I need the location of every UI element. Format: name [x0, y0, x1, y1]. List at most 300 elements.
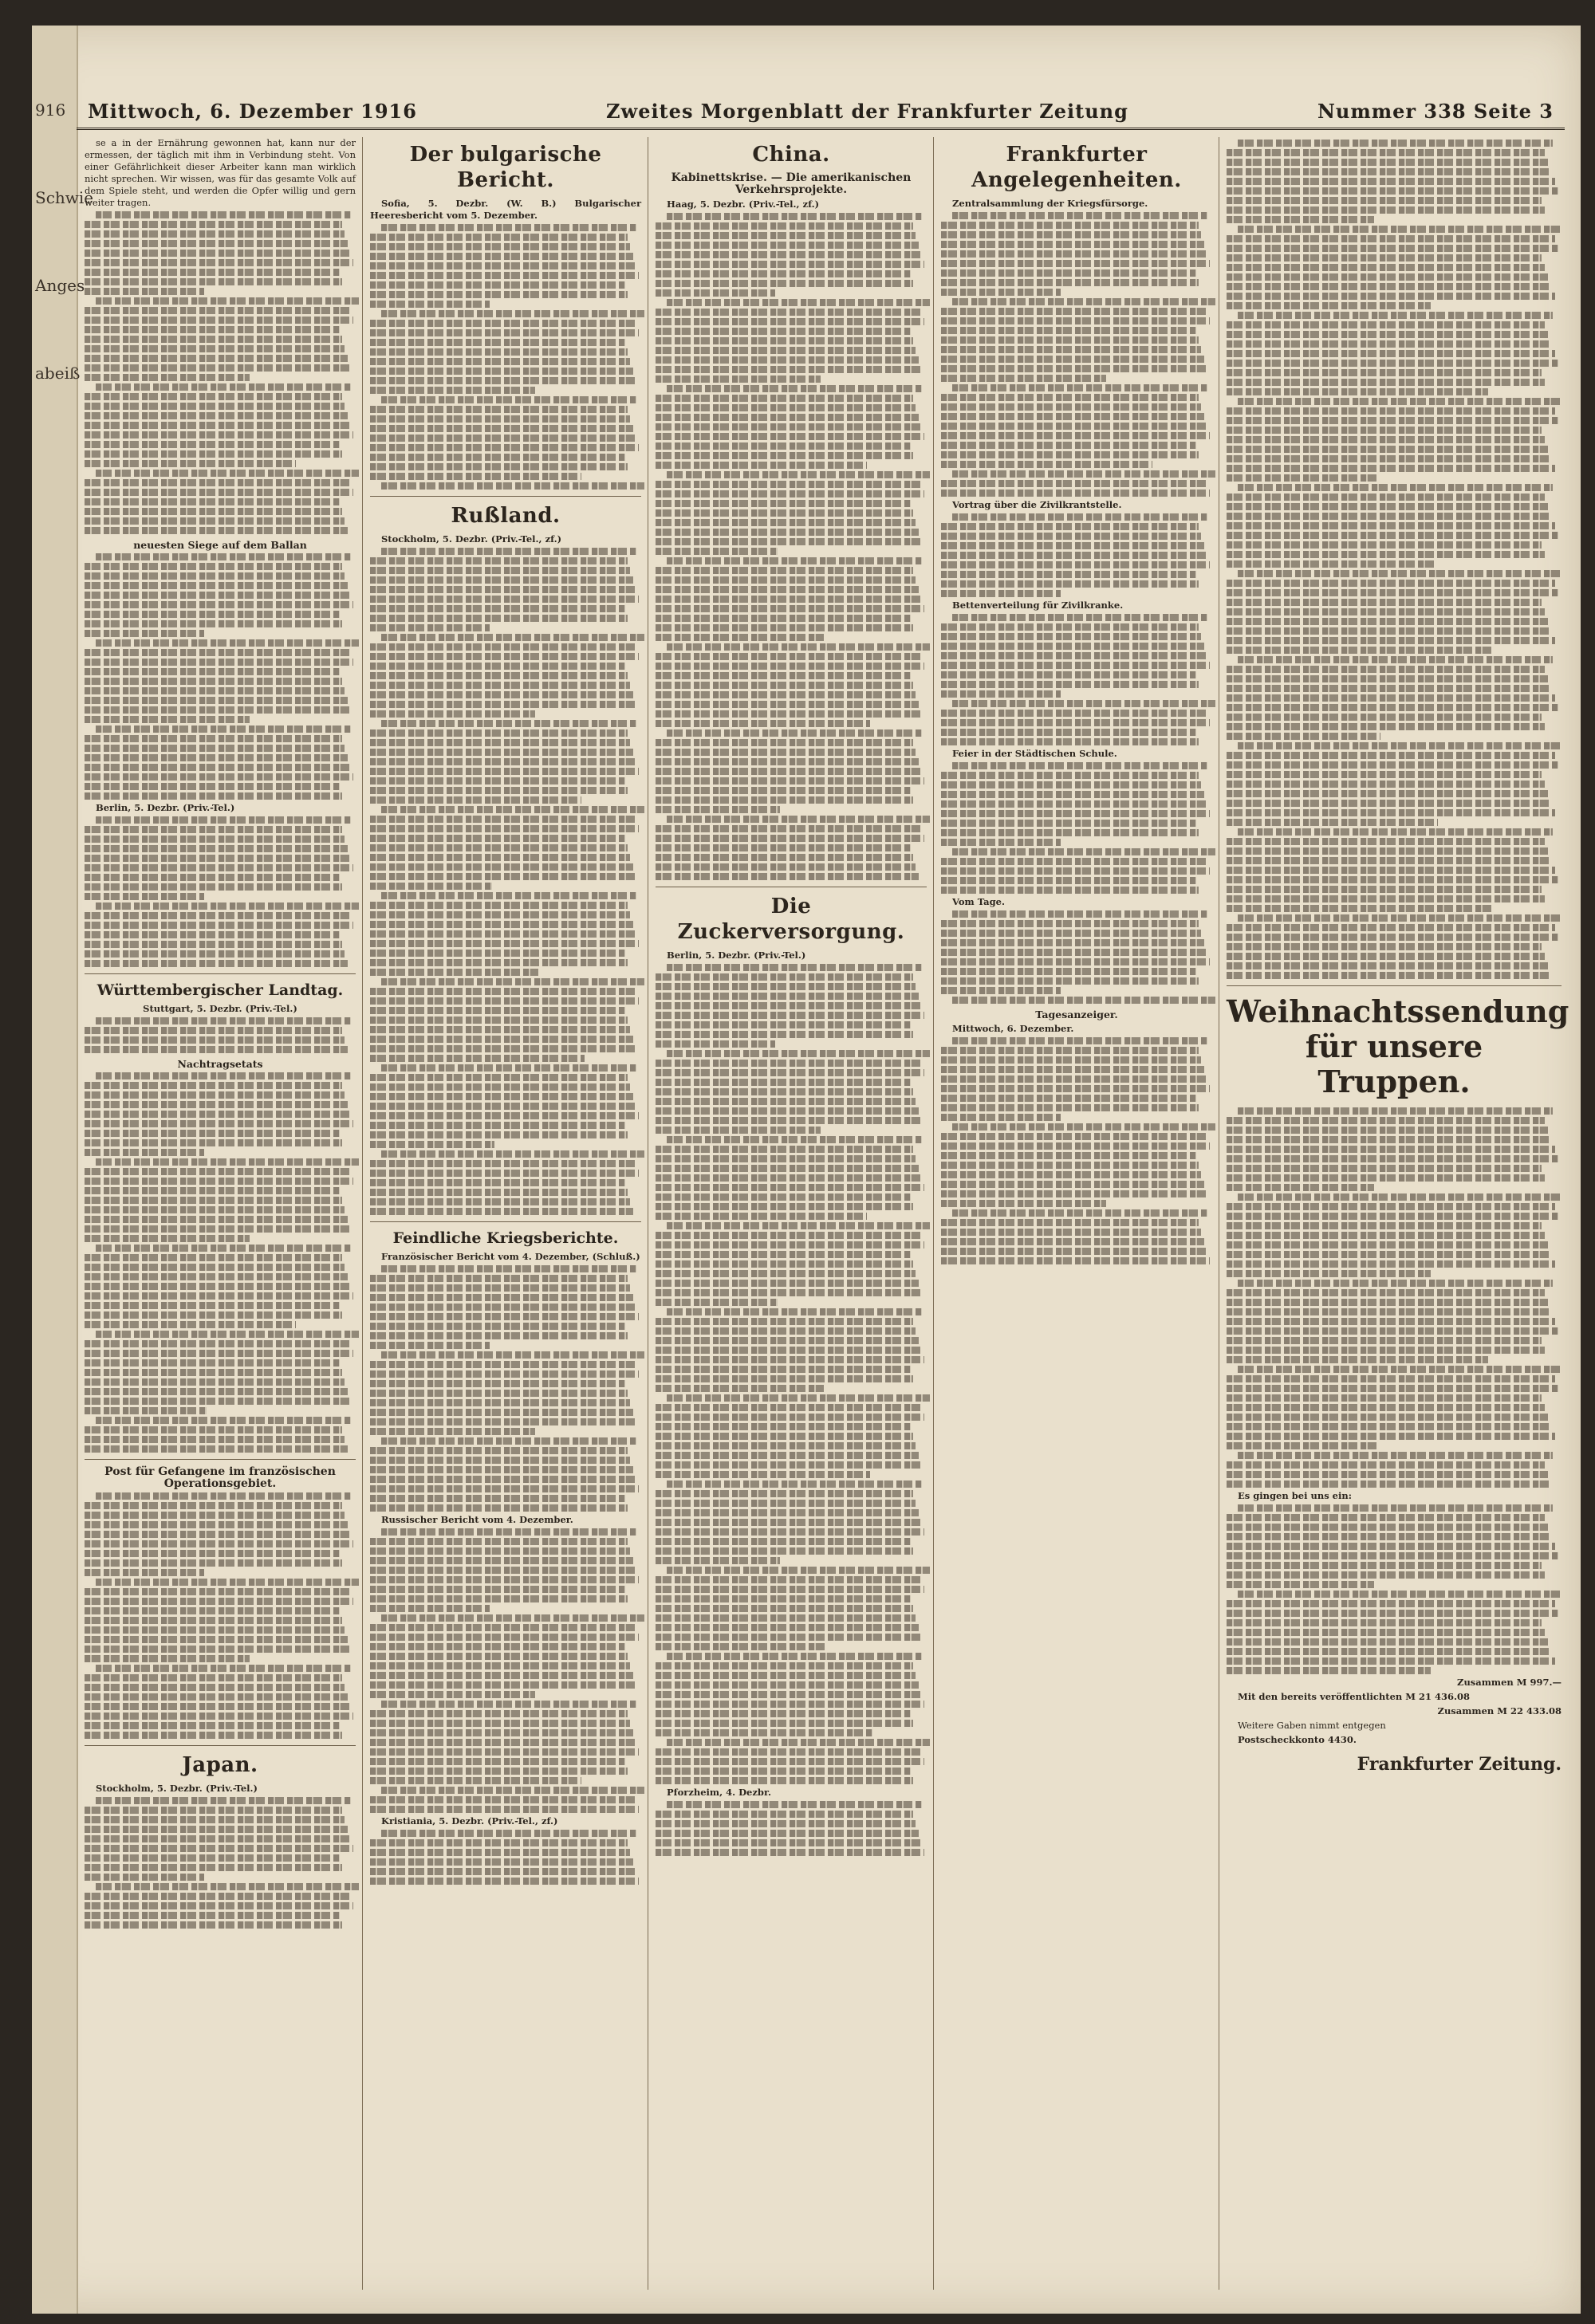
text-line	[85, 422, 350, 429]
col4-item-vom-tage: Vom Tage.	[952, 896, 1005, 907]
text-line	[941, 250, 1207, 258]
text-line	[941, 241, 1204, 248]
text-line	[952, 700, 1215, 707]
text-line	[370, 844, 628, 851]
text-line	[85, 960, 348, 967]
text-line	[667, 1739, 930, 1746]
text-line	[370, 1457, 630, 1464]
text-line	[85, 1436, 345, 1443]
text-line	[370, 1806, 639, 1813]
text-line	[85, 687, 345, 694]
text-line	[85, 1283, 350, 1290]
text-line	[96, 1417, 351, 1424]
text-line	[1227, 560, 1434, 568]
text-line	[656, 242, 919, 249]
text-line	[656, 844, 911, 851]
text-line	[370, 1045, 636, 1052]
text-line	[381, 224, 636, 231]
text-line	[656, 863, 916, 871]
text-line	[656, 1021, 911, 1028]
text-line	[1227, 857, 1551, 864]
text-line	[96, 1665, 351, 1672]
text-line	[1227, 962, 1548, 969]
text-line	[370, 406, 628, 413]
text-line	[952, 513, 1207, 521]
text-line	[85, 450, 342, 458]
text-line	[1238, 1280, 1553, 1287]
text-line	[96, 553, 351, 560]
text-line	[941, 1229, 1201, 1236]
text-line	[656, 1423, 911, 1430]
text-line	[85, 1120, 353, 1127]
text-line	[1227, 350, 1555, 357]
text-line	[85, 278, 342, 285]
text-line	[941, 977, 1199, 985]
text-line	[370, 1409, 633, 1416]
text-line	[1227, 1127, 1548, 1134]
text-line	[1227, 1318, 1555, 1325]
text-line	[85, 1722, 340, 1729]
text-line	[667, 1308, 922, 1315]
text-line	[370, 1576, 639, 1583]
text-line	[85, 1082, 342, 1089]
col1-stuttgart-dateline: Stuttgart, 5. Dezbr. (Priv.-Tel.)	[143, 1003, 297, 1014]
text-line	[1227, 943, 1542, 950]
text-line	[370, 682, 630, 689]
text-line	[656, 796, 913, 804]
text-line	[370, 749, 633, 756]
text-line	[96, 902, 359, 910]
text-line	[370, 1160, 636, 1167]
text-line	[941, 231, 1201, 238]
text-line	[1227, 819, 1438, 826]
col4-item-beds: Bettenverteilung für Zivilkranke.	[952, 600, 1124, 611]
text-line	[656, 806, 780, 813]
text-line	[381, 482, 644, 490]
text-line	[370, 262, 636, 269]
text-line	[1227, 1337, 1542, 1344]
text-line	[1227, 254, 1542, 261]
text-line	[85, 288, 204, 295]
col2-french-report: Französischer Bericht vom 4. Dezember, (Schluß.)	[381, 1251, 640, 1262]
text-line	[941, 671, 1196, 678]
text-line	[85, 441, 340, 448]
text-line	[941, 858, 1207, 865]
text-line	[656, 1347, 921, 1354]
text-line	[381, 978, 644, 985]
text-line	[656, 548, 778, 555]
text-line	[85, 611, 340, 618]
col5-body-text	[1227, 1107, 1562, 1488]
text-line	[85, 941, 342, 948]
text-line	[667, 385, 922, 392]
text-line	[370, 444, 639, 451]
col3-china-subheading: Kabinettskrise. — Die amerikanischen Verkehrsprojekte.	[671, 171, 912, 196]
text-line	[941, 662, 1210, 669]
text-line	[370, 1112, 639, 1119]
text-line	[370, 1447, 628, 1454]
text-line	[85, 1046, 348, 1053]
text-line	[656, 1375, 913, 1382]
text-line	[96, 1017, 351, 1024]
col5-previous-total: Mit den bereits veröffentlichten M 21 436.08	[1238, 1691, 1471, 1702]
text-line	[656, 462, 867, 469]
edge-fragment: 916	[35, 100, 66, 120]
text-line	[381, 892, 636, 899]
text-line	[381, 1701, 636, 1708]
text-line	[85, 221, 342, 228]
text-line	[370, 1083, 630, 1091]
text-line	[941, 571, 1196, 578]
text-line	[85, 393, 342, 400]
text-line	[656, 1060, 921, 1067]
text-line	[656, 1107, 919, 1115]
text-line	[370, 415, 630, 423]
text-line	[941, 958, 1210, 965]
text-line	[370, 1567, 636, 1574]
text-line	[85, 931, 340, 938]
text-line	[952, 762, 1207, 769]
text-line	[370, 1605, 490, 1612]
text-line	[656, 289, 775, 297]
text-line	[941, 523, 1199, 530]
text-line	[381, 1528, 636, 1536]
text-line	[85, 792, 342, 800]
col2-sofia-dateline: Sofia, 5. Dezbr. (W. B.) Bulgarischer Heeresbericht vom 5. Dezember.	[370, 198, 641, 221]
text-line	[1227, 331, 1548, 338]
text-line	[85, 659, 353, 666]
text-line	[370, 1691, 535, 1698]
text-line	[1227, 379, 1545, 386]
text-line	[941, 623, 1199, 631]
text-line	[1227, 876, 1558, 883]
divider	[370, 496, 641, 497]
text-line	[85, 1216, 348, 1223]
text-line	[85, 1684, 345, 1691]
text-line	[370, 997, 639, 1005]
text-line	[1227, 771, 1542, 778]
text-line	[370, 1729, 633, 1736]
text-line	[941, 839, 1061, 846]
text-line	[370, 1370, 639, 1378]
text-line	[1227, 790, 1548, 797]
text-line	[941, 590, 1061, 597]
text-line	[656, 433, 924, 440]
col4-item-celebration: Feier in der Städtischen Schule.	[952, 748, 1117, 759]
text-line	[656, 605, 924, 612]
text-line	[656, 1681, 919, 1689]
text-line	[370, 1557, 633, 1564]
text-line	[370, 425, 633, 432]
text-line	[941, 930, 1201, 937]
text-line	[656, 1758, 924, 1765]
text-line	[381, 806, 644, 813]
text-line	[1227, 761, 1558, 769]
divider	[85, 1459, 356, 1460]
text-line	[370, 1538, 628, 1545]
text-line	[1227, 637, 1555, 644]
text-line	[1227, 1423, 1551, 1430]
text-line	[370, 988, 636, 995]
text-line	[85, 1874, 204, 1881]
text-line	[85, 1598, 353, 1605]
text-line	[370, 1858, 633, 1866]
text-line	[941, 1248, 1207, 1255]
text-line	[941, 327, 1196, 334]
text-line	[1227, 1155, 1558, 1162]
text-line	[667, 964, 922, 971]
text-line	[656, 1289, 921, 1296]
text-line	[85, 1845, 353, 1852]
text-line	[667, 1136, 922, 1143]
text-line	[656, 1538, 911, 1545]
col2-russian-report: Russischer Bericht vom 4. Dezember.	[381, 1514, 573, 1525]
text-line	[1238, 1193, 1562, 1201]
text-line	[1227, 704, 1558, 711]
text-line	[1227, 187, 1558, 195]
text-line	[370, 959, 628, 966]
text-line	[1227, 886, 1542, 893]
text-line	[1227, 474, 1377, 482]
text-line	[1227, 1414, 1548, 1421]
text-line	[656, 1404, 921, 1411]
text-line	[85, 1588, 350, 1595]
text-line	[656, 519, 916, 526]
text-line	[370, 567, 630, 574]
text-line	[656, 1614, 916, 1622]
text-line	[1227, 1404, 1545, 1411]
text-line	[941, 394, 1199, 401]
text-line	[941, 690, 1061, 698]
text-line	[941, 1257, 1210, 1264]
text-line	[1227, 1289, 1545, 1296]
text-line	[1227, 245, 1558, 252]
text-line	[85, 1168, 350, 1175]
text-line	[941, 580, 1199, 588]
text-line	[85, 1445, 348, 1453]
text-line	[941, 260, 1210, 267]
text-line	[656, 337, 913, 344]
text-line	[370, 710, 535, 718]
text-line	[381, 1437, 636, 1445]
text-line	[1227, 905, 1495, 912]
text-line	[667, 299, 930, 306]
text-line	[1238, 828, 1553, 836]
text-line	[381, 396, 636, 403]
text-line	[370, 1868, 636, 1875]
text-line	[1227, 427, 1542, 434]
text-line	[1227, 647, 1491, 654]
text-line	[370, 940, 639, 947]
text-line	[370, 1758, 625, 1765]
text-line	[1227, 532, 1558, 539]
text-line	[656, 481, 921, 488]
text-line	[85, 1139, 342, 1146]
text-line	[1227, 1533, 1551, 1540]
text-line	[370, 1878, 639, 1885]
text-line	[1227, 1562, 1542, 1569]
text-line	[656, 768, 921, 775]
text-line	[1227, 1619, 1542, 1626]
text-line	[370, 358, 630, 365]
text-line	[370, 1390, 628, 1397]
text-line	[85, 1027, 342, 1034]
text-line	[85, 630, 204, 637]
text-line	[1238, 570, 1562, 577]
text-line	[941, 1142, 1210, 1150]
text-line	[370, 1653, 628, 1660]
text-line	[370, 787, 628, 794]
text-line	[85, 1646, 350, 1653]
text-line	[381, 310, 644, 317]
text-line	[370, 854, 630, 861]
text-line	[667, 1801, 922, 1808]
col2-kristiania-dateline: Kristiania, 5. Dezbr. (Priv.-Tel., zf.)	[381, 1815, 558, 1827]
text-line	[96, 816, 351, 824]
text-line	[85, 783, 340, 790]
text-line	[85, 1036, 345, 1044]
col1-subheading-nachtrag: Nachtragsetats	[177, 1058, 263, 1070]
text-line	[1227, 608, 1545, 615]
text-line	[1227, 1222, 1542, 1229]
text-line	[656, 653, 921, 660]
text-line	[941, 1152, 1196, 1159]
text-line	[85, 498, 340, 505]
text-line	[656, 1643, 826, 1650]
text-line	[1227, 1241, 1548, 1249]
text-line	[1227, 618, 1548, 625]
text-line	[656, 634, 824, 641]
text-line	[381, 1787, 644, 1794]
text-line	[1227, 1232, 1545, 1239]
text-line	[370, 1796, 636, 1803]
text-line	[370, 605, 625, 612]
text-line	[1227, 1174, 1545, 1182]
text-line	[370, 1662, 630, 1669]
text-line	[1227, 580, 1555, 587]
text-line	[656, 270, 911, 277]
text-line	[1227, 694, 1555, 702]
text-line	[370, 1017, 628, 1024]
text-line	[370, 1643, 625, 1650]
text-line	[85, 517, 345, 525]
col3-body-text	[656, 964, 927, 1784]
text-line	[941, 561, 1210, 568]
text-line	[1227, 723, 1545, 730]
text-line	[85, 1388, 348, 1395]
text-line	[1227, 924, 1555, 931]
text-line	[941, 346, 1201, 353]
text-line	[656, 404, 916, 411]
text-line	[85, 1636, 348, 1643]
text-line	[941, 308, 1207, 315]
col5-donor-intro: Es gingen bei uns ein:	[1238, 1490, 1352, 1501]
text-line	[656, 1414, 924, 1421]
text-line	[941, 480, 1207, 487]
text-line	[85, 326, 340, 333]
text-line	[656, 682, 913, 689]
text-line	[656, 787, 911, 794]
text-line	[656, 1811, 913, 1818]
text-line	[941, 269, 1196, 277]
text-line	[85, 1807, 342, 1814]
text-line	[941, 279, 1199, 286]
text-line	[1238, 1452, 1553, 1459]
text-line	[370, 1074, 628, 1081]
text-line	[85, 1302, 340, 1309]
text-line	[656, 1232, 921, 1239]
text-line	[85, 317, 353, 324]
column-3	[656, 137, 927, 2290]
text-line	[370, 1739, 636, 1746]
text-line	[85, 1674, 342, 1681]
text-line	[85, 489, 353, 496]
text-line	[952, 470, 1215, 478]
text-line	[1227, 1213, 1558, 1220]
text-line	[656, 1098, 916, 1105]
text-line	[656, 567, 913, 574]
col2-heading-bulgarian-report: Der bulgarische Bericht.	[409, 143, 602, 192]
text-line	[85, 1540, 353, 1547]
text-line	[1227, 895, 1545, 902]
text-line	[85, 1369, 342, 1376]
text-line	[370, 596, 639, 603]
text-line	[1227, 340, 1551, 348]
text-line	[941, 1133, 1207, 1140]
text-line	[85, 1864, 342, 1871]
text-line	[656, 1442, 916, 1449]
text-line	[370, 1304, 636, 1311]
text-line	[656, 720, 870, 727]
text-line	[656, 835, 924, 842]
text-line	[370, 454, 625, 461]
text-line	[1227, 407, 1555, 415]
text-line	[370, 1275, 628, 1282]
text-line	[941, 552, 1207, 559]
text-line	[1238, 1504, 1553, 1512]
text-line	[1227, 513, 1551, 520]
header-edition: Zweites Morgenblatt der Frankfurter Zeitung	[606, 99, 1128, 123]
text-line	[370, 930, 636, 938]
text-line	[370, 1208, 633, 1215]
text-line	[370, 1466, 633, 1473]
text-line	[656, 509, 913, 517]
text-line	[1227, 666, 1545, 673]
text-line	[656, 414, 919, 421]
text-line	[656, 586, 919, 593]
text-line	[656, 777, 924, 784]
text-line	[85, 874, 340, 881]
text-line	[85, 1149, 204, 1156]
text-line	[941, 939, 1204, 946]
text-line	[85, 1101, 348, 1108]
text-line	[1227, 1347, 1545, 1354]
text-line	[370, 653, 639, 660]
text-line	[85, 893, 204, 900]
text-line	[656, 1127, 821, 1134]
text-line	[370, 253, 633, 260]
text-line	[96, 470, 359, 477]
text-line	[941, 490, 1210, 497]
col1-body-text	[85, 1072, 356, 1453]
text-line	[370, 663, 625, 670]
text-line	[370, 883, 492, 890]
text-line	[85, 355, 348, 362]
text-line	[85, 826, 342, 833]
text-line	[370, 739, 630, 746]
text-line	[656, 1748, 921, 1756]
divider	[85, 1745, 356, 1746]
